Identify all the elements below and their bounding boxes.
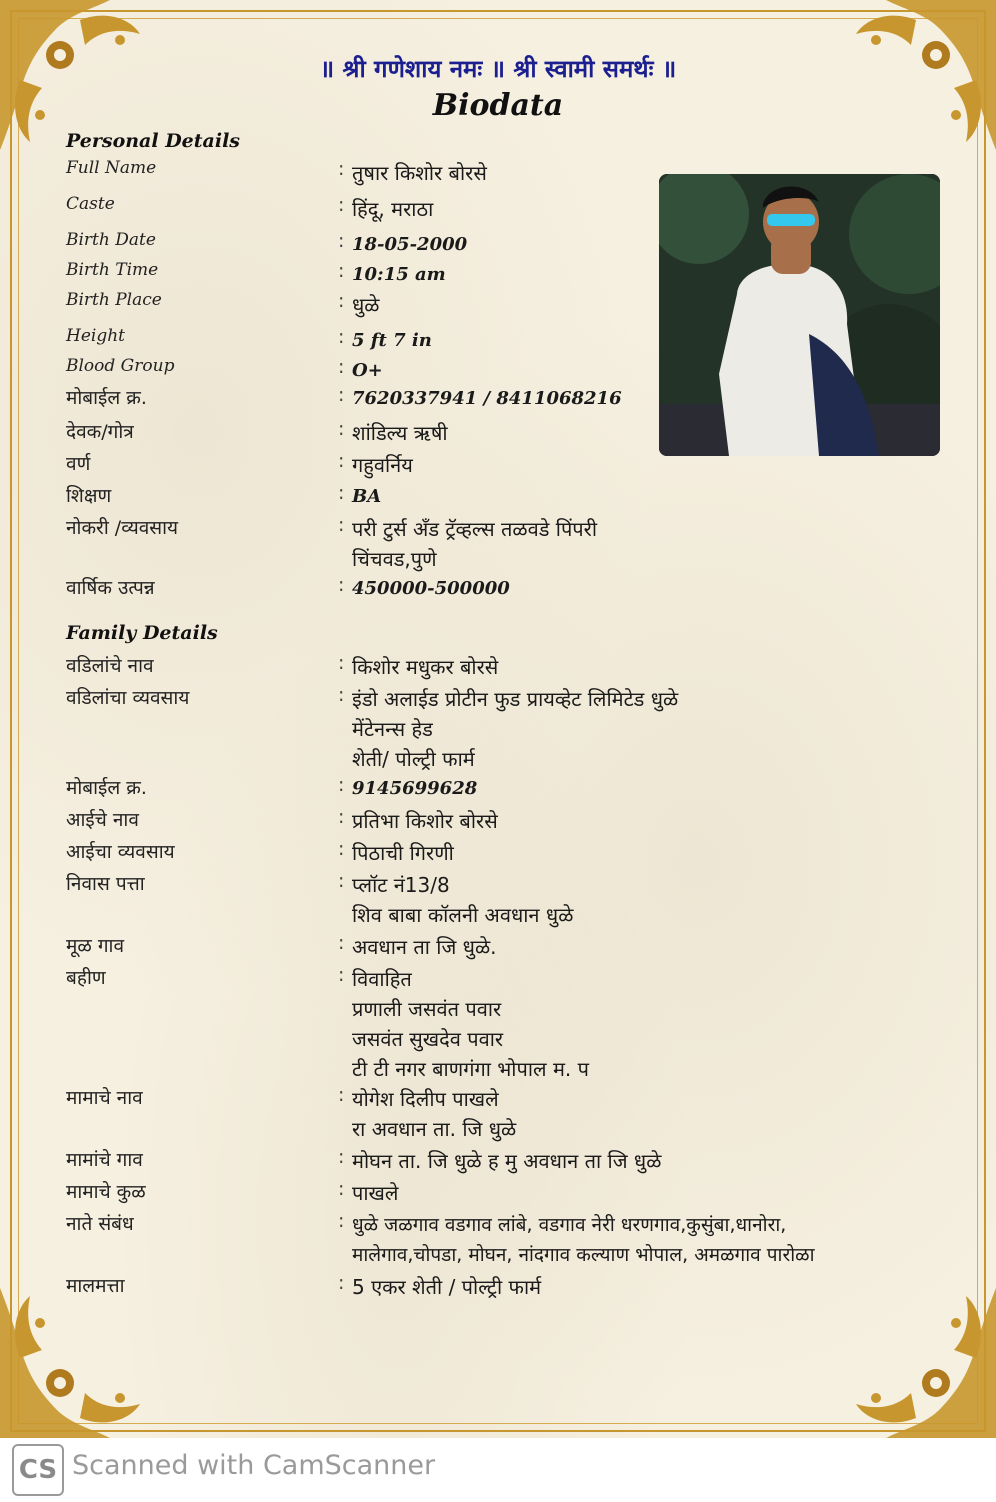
- value-line: शेती/ पोल्ट्री फार्म: [352, 747, 475, 771]
- field-label: वडिलांचा व्यवसाय: [66, 687, 190, 709]
- colon: :: [338, 450, 345, 472]
- colon: :: [338, 514, 345, 536]
- field-label: वर्ण: [66, 453, 91, 475]
- field-value: 18-05-2000: [352, 234, 468, 255]
- colon: :: [338, 194, 345, 216]
- colon: :: [338, 1178, 345, 1200]
- scanner-watermark-text: Scanned with CamScanner: [72, 1450, 436, 1481]
- colon: :: [338, 384, 345, 406]
- field-label: मोबाईल क्र.: [66, 387, 147, 409]
- personal-details-heading: Personal Details: [66, 130, 240, 152]
- field-label: मोबाईल क्र.: [66, 777, 147, 799]
- field-label: मूळ गाव: [66, 935, 125, 957]
- field-value: [352, 514, 597, 574]
- colon: :: [338, 574, 345, 596]
- field-value: शांडिल्य ऋषी: [352, 421, 448, 445]
- colon: :: [338, 774, 345, 796]
- corner-ornament-bottom-right: [806, 1268, 996, 1438]
- field-label: मामांचे गाव: [66, 1149, 143, 1171]
- field-value: [352, 684, 678, 774]
- colon: :: [338, 652, 345, 674]
- field-label: Caste: [66, 194, 115, 214]
- field-value: 7620337941 / 8411068216: [352, 388, 622, 409]
- field-label: Height: [66, 326, 125, 346]
- field-value: BA: [352, 486, 382, 507]
- field-value: प्रतिभा किशोर बोरसे: [352, 809, 498, 833]
- field-value: 5 ft 7 in: [352, 330, 432, 351]
- colon: :: [338, 1272, 345, 1294]
- field-value: 9145699628: [352, 778, 478, 799]
- field-value: गहुवर्निय: [352, 453, 413, 477]
- value-line: इंडो अलाईड प्रोटीन फुड प्रायव्हेट लिमिटेड धुळे: [352, 687, 679, 711]
- field-label: Birth Date: [66, 230, 156, 250]
- colon: :: [338, 418, 345, 440]
- field-label: आईचा व्यवसाय: [66, 841, 175, 863]
- field-value: 5 एकर शेती / पोल्ट्री फार्म: [352, 1275, 542, 1299]
- field-label: वार्षिक उत्पन्न: [66, 577, 155, 599]
- field-value: [352, 964, 589, 1084]
- profile-photo: [659, 174, 940, 456]
- field-value: मोघन ता. जि धुळे ह मु अवधान ता जि धुळे: [352, 1149, 662, 1173]
- field-value: धुळे: [352, 293, 380, 317]
- field-label: निवास पत्ता: [66, 873, 145, 895]
- value-line: योगेश दिलीप पाखले: [352, 1087, 499, 1111]
- field-value: पिठाची गिरणी: [352, 841, 454, 865]
- field-label: मामाचे नाव: [66, 1087, 143, 1109]
- family-details-heading: Family Details: [66, 622, 218, 644]
- colon: :: [338, 158, 345, 180]
- value-line: जसवंत सुखदेव पवार: [352, 1027, 504, 1051]
- field-label: नाते संबंध: [66, 1213, 134, 1235]
- colon: :: [338, 806, 345, 828]
- field-value: पाखले: [352, 1181, 399, 1205]
- value-line: धुळे जळगाव वडगाव लांबे, वडगाव नेरी धरणगाव,कुसुंबा,धानोरा,: [352, 1214, 787, 1236]
- colon: :: [338, 482, 345, 504]
- value-line: रा अवधान ता. जि धुळे: [352, 1117, 517, 1141]
- field-label: Birth Place: [66, 290, 162, 310]
- field-value: किशोर मधुकर बोरसे: [352, 655, 499, 679]
- field-value: अवधान ता जि धुळे.: [352, 935, 497, 959]
- field-label: Birth Time: [66, 260, 159, 280]
- field-value: तुषार किशोर बोरसे: [352, 161, 487, 185]
- scanner-footer: [0, 1438, 996, 1502]
- value-line: मेंटेनन्स हेड: [352, 717, 433, 741]
- value-line: परी टुर्स अँड ट्रॅव्हल्स तळवडे पिंपरी: [352, 517, 598, 541]
- colon: :: [338, 684, 345, 706]
- field-label: शिक्षण: [66, 485, 112, 507]
- colon: :: [338, 838, 345, 860]
- value-line: प्लॉट नं13/8: [352, 873, 450, 897]
- colon: :: [338, 1210, 345, 1232]
- colon: :: [338, 290, 345, 312]
- colon: :: [338, 964, 345, 986]
- field-label: Blood Group: [66, 356, 175, 376]
- value-line: विवाहित: [352, 967, 412, 991]
- colon: :: [338, 260, 345, 282]
- colon: :: [338, 230, 345, 252]
- field-value: O+: [352, 360, 383, 381]
- camscanner-logo: CS: [12, 1444, 64, 1496]
- colon: :: [338, 326, 345, 348]
- colon: :: [338, 1084, 345, 1106]
- field-label: देवक/गोत्र: [66, 421, 134, 443]
- value-line: चिंचवड,पुणे: [352, 547, 437, 571]
- colon: :: [338, 870, 345, 892]
- value-line: शिव बाबा कॉलनी अवधान धुळे: [352, 903, 574, 927]
- field-value: [352, 870, 573, 930]
- colon: :: [338, 356, 345, 378]
- field-label: आईचे नाव: [66, 809, 139, 831]
- field-label: वडिलांचे नाव: [66, 655, 154, 677]
- field-value: [352, 1210, 815, 1270]
- field-value: 450000-500000: [352, 578, 510, 599]
- corner-ornament-top-right: [806, 0, 996, 170]
- value-line: टी टी नगर बाणगंगा भोपाल म. प: [352, 1057, 589, 1081]
- field-value: 10:15 am: [352, 264, 446, 285]
- field-label: नोकरी /व्यवसाय: [66, 517, 179, 539]
- field-label: Full Name: [66, 158, 157, 178]
- value-line: प्रणाली जसवंत पवार: [352, 997, 502, 1021]
- field-label: मामाचे कुळ: [66, 1181, 146, 1203]
- colon: :: [338, 932, 345, 954]
- field-label: बहीण: [66, 967, 106, 989]
- invocation-line: ॥ श्री गणेशाय नमः ॥ श्री स्वामी समर्थः ॥: [319, 55, 677, 83]
- page-title: Biodata: [432, 88, 564, 123]
- value-line: मालेगाव,चोपडा, मोघन, नांदगाव कल्याण भोपाल, अमळगाव पारोळा: [352, 1244, 815, 1266]
- field-value: हिंदू, मराठा: [352, 197, 434, 221]
- field-value: [352, 1084, 516, 1144]
- colon: :: [338, 1146, 345, 1168]
- field-label: मालमत्ता: [66, 1275, 125, 1297]
